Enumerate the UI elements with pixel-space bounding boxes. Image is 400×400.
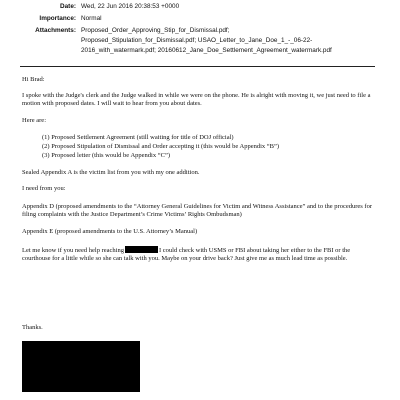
attachment-line[interactable]: Proposed_Order_Approving_Stip_for_Dismissal.pdf;: [81, 27, 230, 34]
date-value: Wed, 22 Jun 2016 20:38:53 +0000: [81, 3, 180, 10]
paragraph-appendix-e: Appendix E (proposed amendments to the U.S. Attorney’s Manual): [22, 228, 198, 235]
date-label: Date:: [60, 3, 76, 10]
attachment-line[interactable]: 2016_with_watermark.pdf; 20160612_Jane_Doe_Settlement_Agreement_watermark.pdf: [81, 47, 332, 54]
attachments-label: Attachments:: [35, 27, 76, 34]
list-item: (1) Proposed Settlement Agreement (still waiting for title of DOJ official): [42, 134, 234, 141]
signature-redaction: [22, 341, 140, 392]
paragraph-appendix-a: Sealed Appendix A is the victim list from you with my one addition.: [22, 169, 200, 176]
attachment-line[interactable]: Proposed_Stipulation_for_Dismissal.pdf; USAO_Letter_to_Jane_Doe_1_-_06-22-: [81, 37, 313, 44]
importance-label: Importance:: [39, 15, 76, 22]
importance-value: Normal: [81, 15, 102, 22]
paragraph-let-me-know: [22, 246, 378, 263]
list-item: (3) Proposed letter (this would be Appendix “C”): [42, 152, 170, 159]
paragraph-text: I could check with USMS or FBI about taking her either to the FBI or the courthouse for a little while so she can talk with you. Maybe on your drive back? Just give me as much lead time as possible.: [22, 247, 351, 263]
list-item: (2) Proposed Stipulation of Dismissal and Order accepting it (this would be Appendix “B”): [42, 143, 280, 150]
redaction-bar: [125, 246, 158, 253]
header-divider: [20, 66, 375, 67]
paragraph-here-are: Here are:: [22, 117, 46, 124]
paragraph-text: Let me know if you need help reaching: [22, 247, 124, 254]
paragraph-judge: I spoke with the Judge's clerk and the Judge walked in while we were on the phone. He is alright with moving it, we just need to file a motion with proposed dates. I will wait to hear from you about dates.: [22, 92, 371, 108]
attachments-list: [81, 26, 396, 56]
greeting: Hi Brad:: [22, 76, 45, 83]
closing: Thanks.: [22, 324, 43, 331]
paragraph-need-from-you: I need from you:: [22, 185, 66, 192]
paragraph-appendix-d: Appendix D (proposed amendments to the “Attorney General Guidelines for Victim and Witness Assistance” and to the procedures for filing complaints with the Justice Department’s Crime Victims’ Rights Ombudsman): [22, 203, 373, 219]
